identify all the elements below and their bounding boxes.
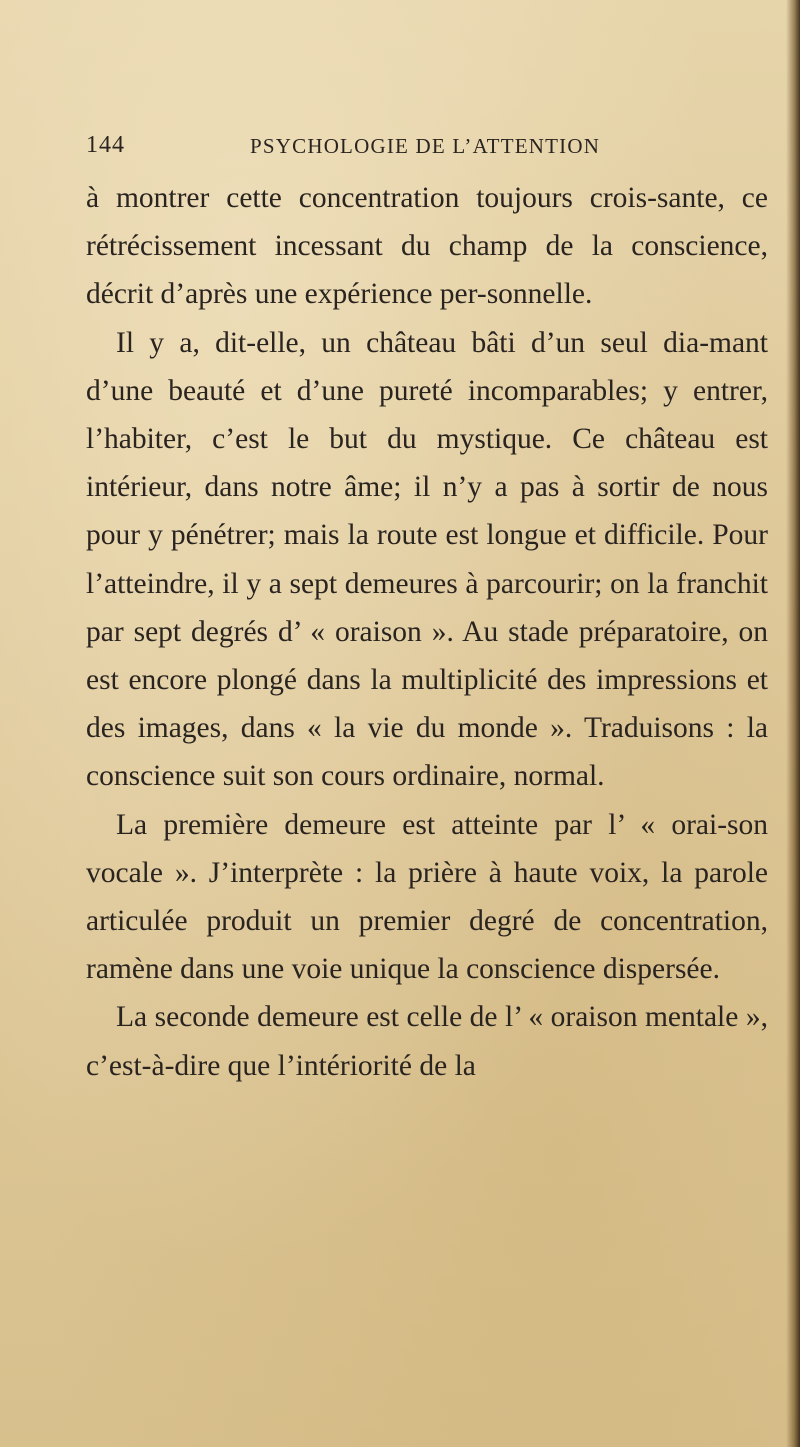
body-text	[86, 174, 768, 1090]
page-number: 144	[86, 132, 125, 158]
running-title: PSYCHOLOGIE DE L’ATTENTION	[250, 134, 601, 158]
running-head	[86, 128, 768, 168]
paragraph-4: La seconde demeure est celle de l’ « oraison mentale », c’est-à-dire que l’intériorité de la	[86, 1001, 768, 1082]
paragraph-1: à montrer cette concentration toujours crois-sante, ce rétrécissement incessant du champ de la conscience, décrit d’après une expérience per-sonnelle.	[86, 182, 768, 311]
book-page	[86, 128, 768, 1090]
page-edge-shadow	[786, 0, 800, 1447]
paragraph-2: Il y a, dit-elle, un château bâti d’un seul dia-mant d’une beauté et d’une pureté incomparables; y entrer, l’habiter, c’est le but du mystique. Ce château est intérieur, dans notre âme; il n’y a pas à sortir de nous pour y pénétrer; mais la route est longue et difficile. Pour l’atteindre, il y a sept demeures à parcourir; on la franchit par sept degrés d’ « oraison ». Au stade préparatoire, on est encore plongé dans la multiplicité des impressions et des images, dans « la vie du monde ». Traduisons : la conscience suit son cours ordinaire, normal.	[86, 326, 768, 793]
paragraph-3: La première demeure est atteinte par l’ « orai-son vocale ». J’interprète : la prière à haute voix, la parole articulée produit un premier degré de concentration, ramène dans une voie unique la conscience dispersée.	[86, 808, 768, 986]
